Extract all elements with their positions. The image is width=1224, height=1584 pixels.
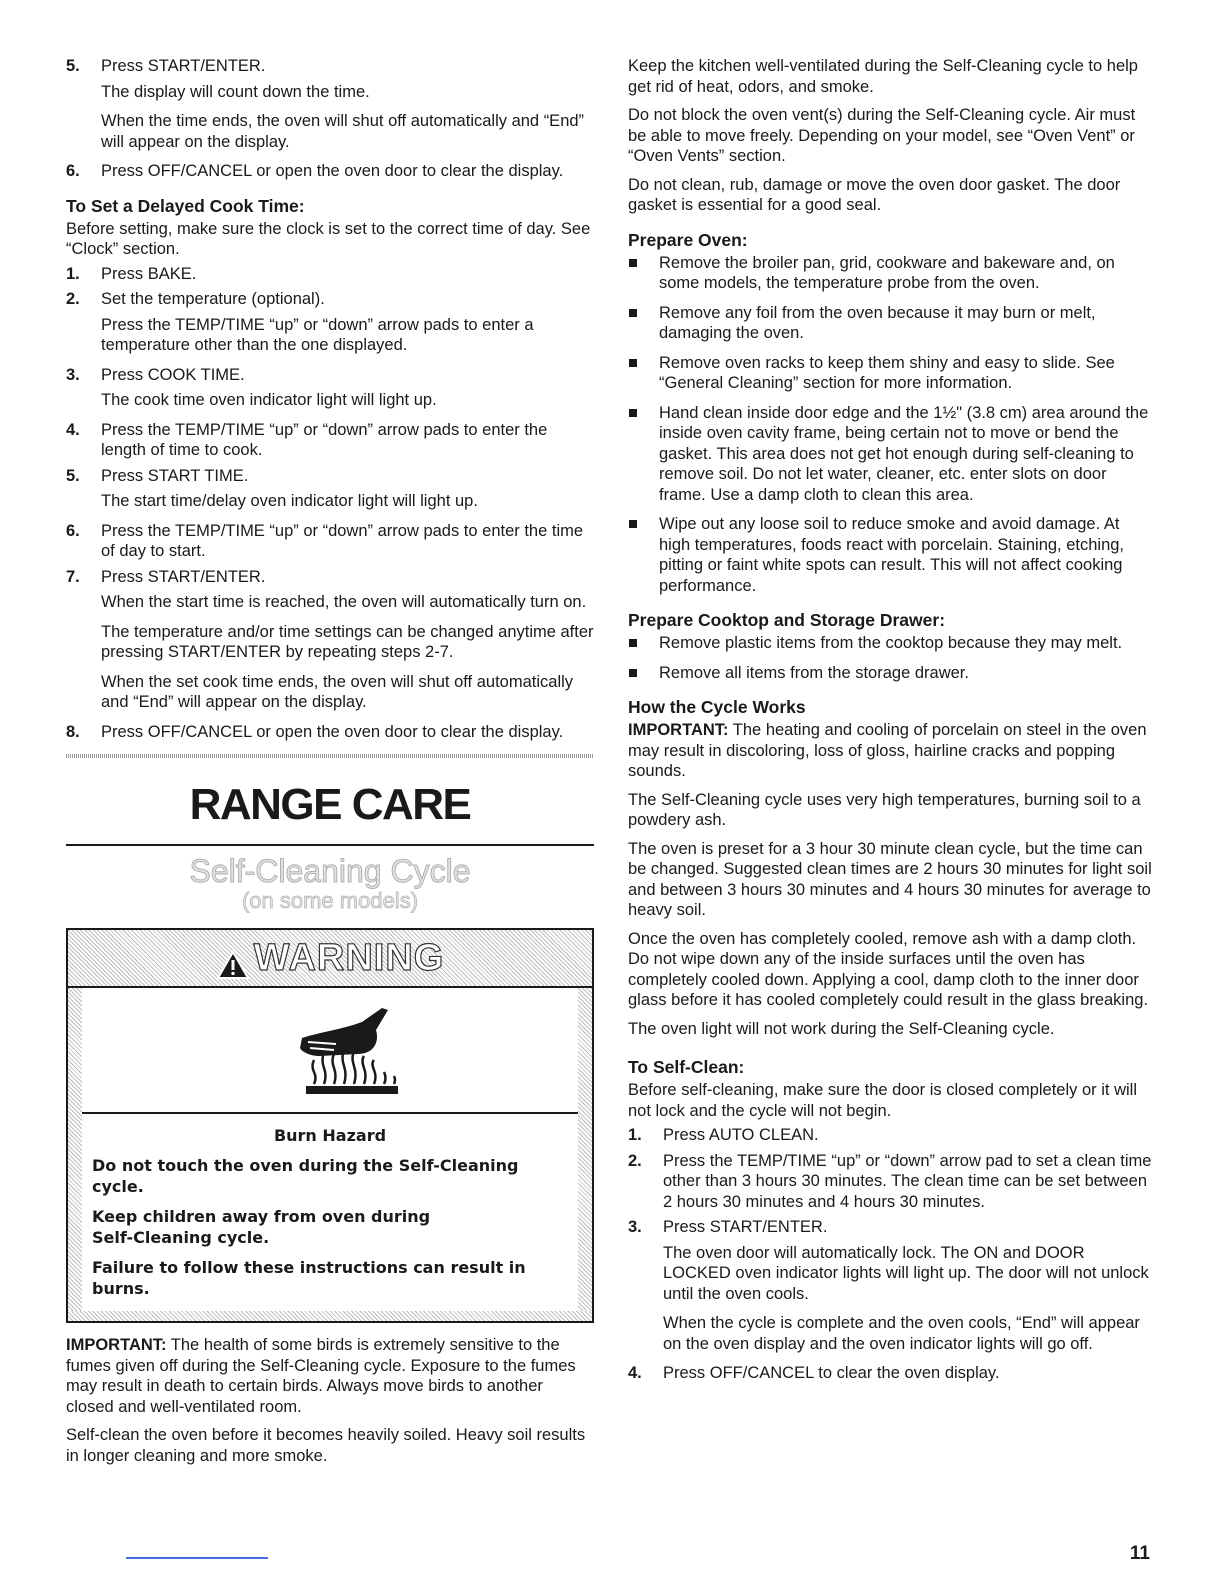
step-note: The display will count down the time. [101,82,370,101]
delayed-cook-intro: Before setting, make sure the clock is set to the correct time of day. See “Clock” section. [66,219,591,258]
list-item: 6. Press OFF/CANCEL or open the oven door to clear the display. [66,162,564,180]
step-note: The cook time oven indicator light will light up. [101,391,437,409]
to-self-clean-heading: To Self-Clean: [628,1057,745,1077]
prepare-oven-heading: Prepare Oven: [628,229,748,250]
section-title: RANGE CARE [189,780,471,829]
paragraph: The oven light will not work during the Self-Cleaning cycle. [628,1019,1055,1038]
list-item: 2. Set the temperature (optional). [66,290,325,308]
divider [66,754,594,758]
burn-hazard-icon-area [82,988,578,1114]
list-item: Remove oven racks to keep them shiny and easy to slide. See “General Cleaning” section for more information. [628,353,1152,394]
paragraph: Do not block the oven vent(s) during the Self-Cleaning cycle. Air must be able to move freely. Depending on your model, see “Oven Vent” or “Oven Vents” section. [628,106,1136,165]
warning-line: Do not touch the oven during the Self-Cleaning cycle. [92,1156,519,1196]
warning-box [66,928,594,1324]
step-note: When the cycle is complete and the oven cools, “End” will appear on the oven display and the oven indicator lights will go off. [663,1314,1140,1353]
right-column [628,56,1152,1389]
list-item: 3. Press COOK TIME. [66,365,245,384]
subsection-title: Self-Cleaning Cycle [189,852,471,889]
paragraph: Do not clean, rub, damage or move the oven door gasket. The door gasket is essential for a good seal. [628,175,1121,214]
warning-line: Keep children away from oven during Self-Cleaning cycle. [92,1207,431,1247]
list-item: Remove all items from the storage drawer. [628,663,1152,684]
left-column [66,56,594,1474]
list-item: 4. Press the TEMP/TIME “up” or “down” arrow pads to enter the length of time to cook. [66,420,548,459]
list-item: 7. Press START/ENTER. [66,567,266,586]
paragraph: The oven is preset for a 3 hour 30 minute clean cycle, but the time can be changed. Suggested clean times are 2 hours 30 minutes for light soil and between 3 hours 30 minutes and 4 hours 30 minutes for average to heavy soil. [628,839,1152,919]
step-note: Press the TEMP/TIME “up” or “down” arrow pads to enter a temperature other than the one displayed. [101,315,534,354]
prepare-cooktop-heading: Prepare Cooktop and Storage Drawer: [628,610,946,630]
warning-title: WARNING [253,936,445,979]
warning-triangle-icon [216,950,250,980]
important-paragraph: IMPORTANT: The health of some birds is extremely sensitive to the fumes given off during the Self-Cleaning cycle. Exposure to the fumes may result in death to certain birds. Always move birds to another closed and well-ventilated room. [66,1336,576,1416]
list-item: Remove the broiler pan, grid, cookware and bakeware and, on some models, the temperature probe from the oven. [628,253,1152,294]
list-item: 4. Press OFF/CANCEL to clear the oven display. [628,1364,1000,1382]
list-item: 5. Press START/ENTER. [66,57,266,75]
paragraph: The Self-Cleaning cycle uses very high temperatures, burning soil to a powdery ash. [628,790,1141,829]
list-item: Hand clean inside door edge and the 1½" (3.8 cm) area around the inside oven cavity frame, being certain not to move or bend the gasket. This area does not get hot enough during self-cleaning to remove soil. Do not let water, cleaner, etc. enter slots on door frame. Use a damp cloth to clean this area. [628,403,1152,506]
step-note: The temperature and/or time settings can be changed anytime after pressing START/ENTER by repeating steps 2-7. [101,622,594,661]
step-note: When the time ends, the oven will shut off automatically and “End” will appear on the display. [101,112,585,151]
step-note: When the start time is reached, the oven will automatically turn on. [101,593,587,611]
list-item: 1. Press BAKE. [66,264,197,283]
important-paragraph: IMPORTANT: The heating and cooling of porcelain on steel in the oven may result in discoloring, loss of gloss, hairline cracks and popping sounds. [628,721,1147,780]
warning-text [82,1114,578,1312]
paragraph: Keep the kitchen well-ventilated during the Self-Cleaning cycle to help get rid of heat, odors, and smoke. [628,57,1138,96]
list-item: Remove plastic items from the cooktop because they may melt. [628,633,1152,654]
step-note: When the set cook time ends, the oven will shut off automatically and “End” will appear on the display. [101,672,574,711]
paragraph: Before self-cleaning, make sure the door is closed completely or it will not lock and the cycle will not begin. [628,1081,1137,1120]
list-item: Wipe out any loose soil to reduce smoke and avoid damage. At high temperatures, foods react with porcelain. Staining, etching, pitting or faint white spots can result. This will not affect cooking performance. [628,514,1152,596]
list-item: 6. Press the TEMP/TIME “up” or “down” arrow pads to enter the time of day to start. [66,521,584,560]
footer-link-line [126,1557,268,1559]
divider [66,844,594,846]
delayed-cook-heading: To Set a Delayed Cook Time: [66,195,305,216]
step-note: The oven door will automatically lock. The ON and DOOR LOCKED oven indicator lights will light up. The door will not unlock until the oven cools. [663,1243,1149,1303]
subsection-note: (on some models) [241,887,419,913]
paragraph: Once the oven has completely cooled, remove ash with a damp cloth. Do not wipe down any of the inside surfaces until the oven has completely cooled down. Applying a cool, damp cloth to the inner door glass before it has cooled completely could result in the glass breaking. [628,929,1149,1009]
hazard-label: Burn Hazard [273,1125,387,1145]
page-number: 11 [1129,1543,1150,1564]
list-item: 2. Press the TEMP/TIME “up” or “down” arrow pad to set a clean time other than 3 hours 30 minutes. The clean time can be set between 2 hours 30 minutes and 4 hours 30 minutes. [628,1151,1152,1211]
warning-header [68,930,592,988]
list-item: 3. Press START/ENTER. [628,1218,828,1236]
burn-hand-icon [290,1004,410,1100]
warning-line: Failure to follow these instructions can result in burns. [92,1258,526,1298]
how-cycle-works-heading: How the Cycle Works [628,697,806,717]
list-item: 1. Press AUTO CLEAN. [628,1126,819,1144]
step-note: The start time/delay oven indicator light will light up. [101,492,478,510]
list-item: Remove any foil from the oven because it may burn or melt, damaging the oven. [628,303,1152,344]
paragraph: Self-clean the oven before it becomes heavily soiled. Heavy soil results in longer cleaning and more smoke. [66,1426,586,1465]
list-item: 8. Press OFF/CANCEL or open the oven door to clear the display. [66,722,564,741]
list-item: 5. Press START TIME. [66,466,249,485]
